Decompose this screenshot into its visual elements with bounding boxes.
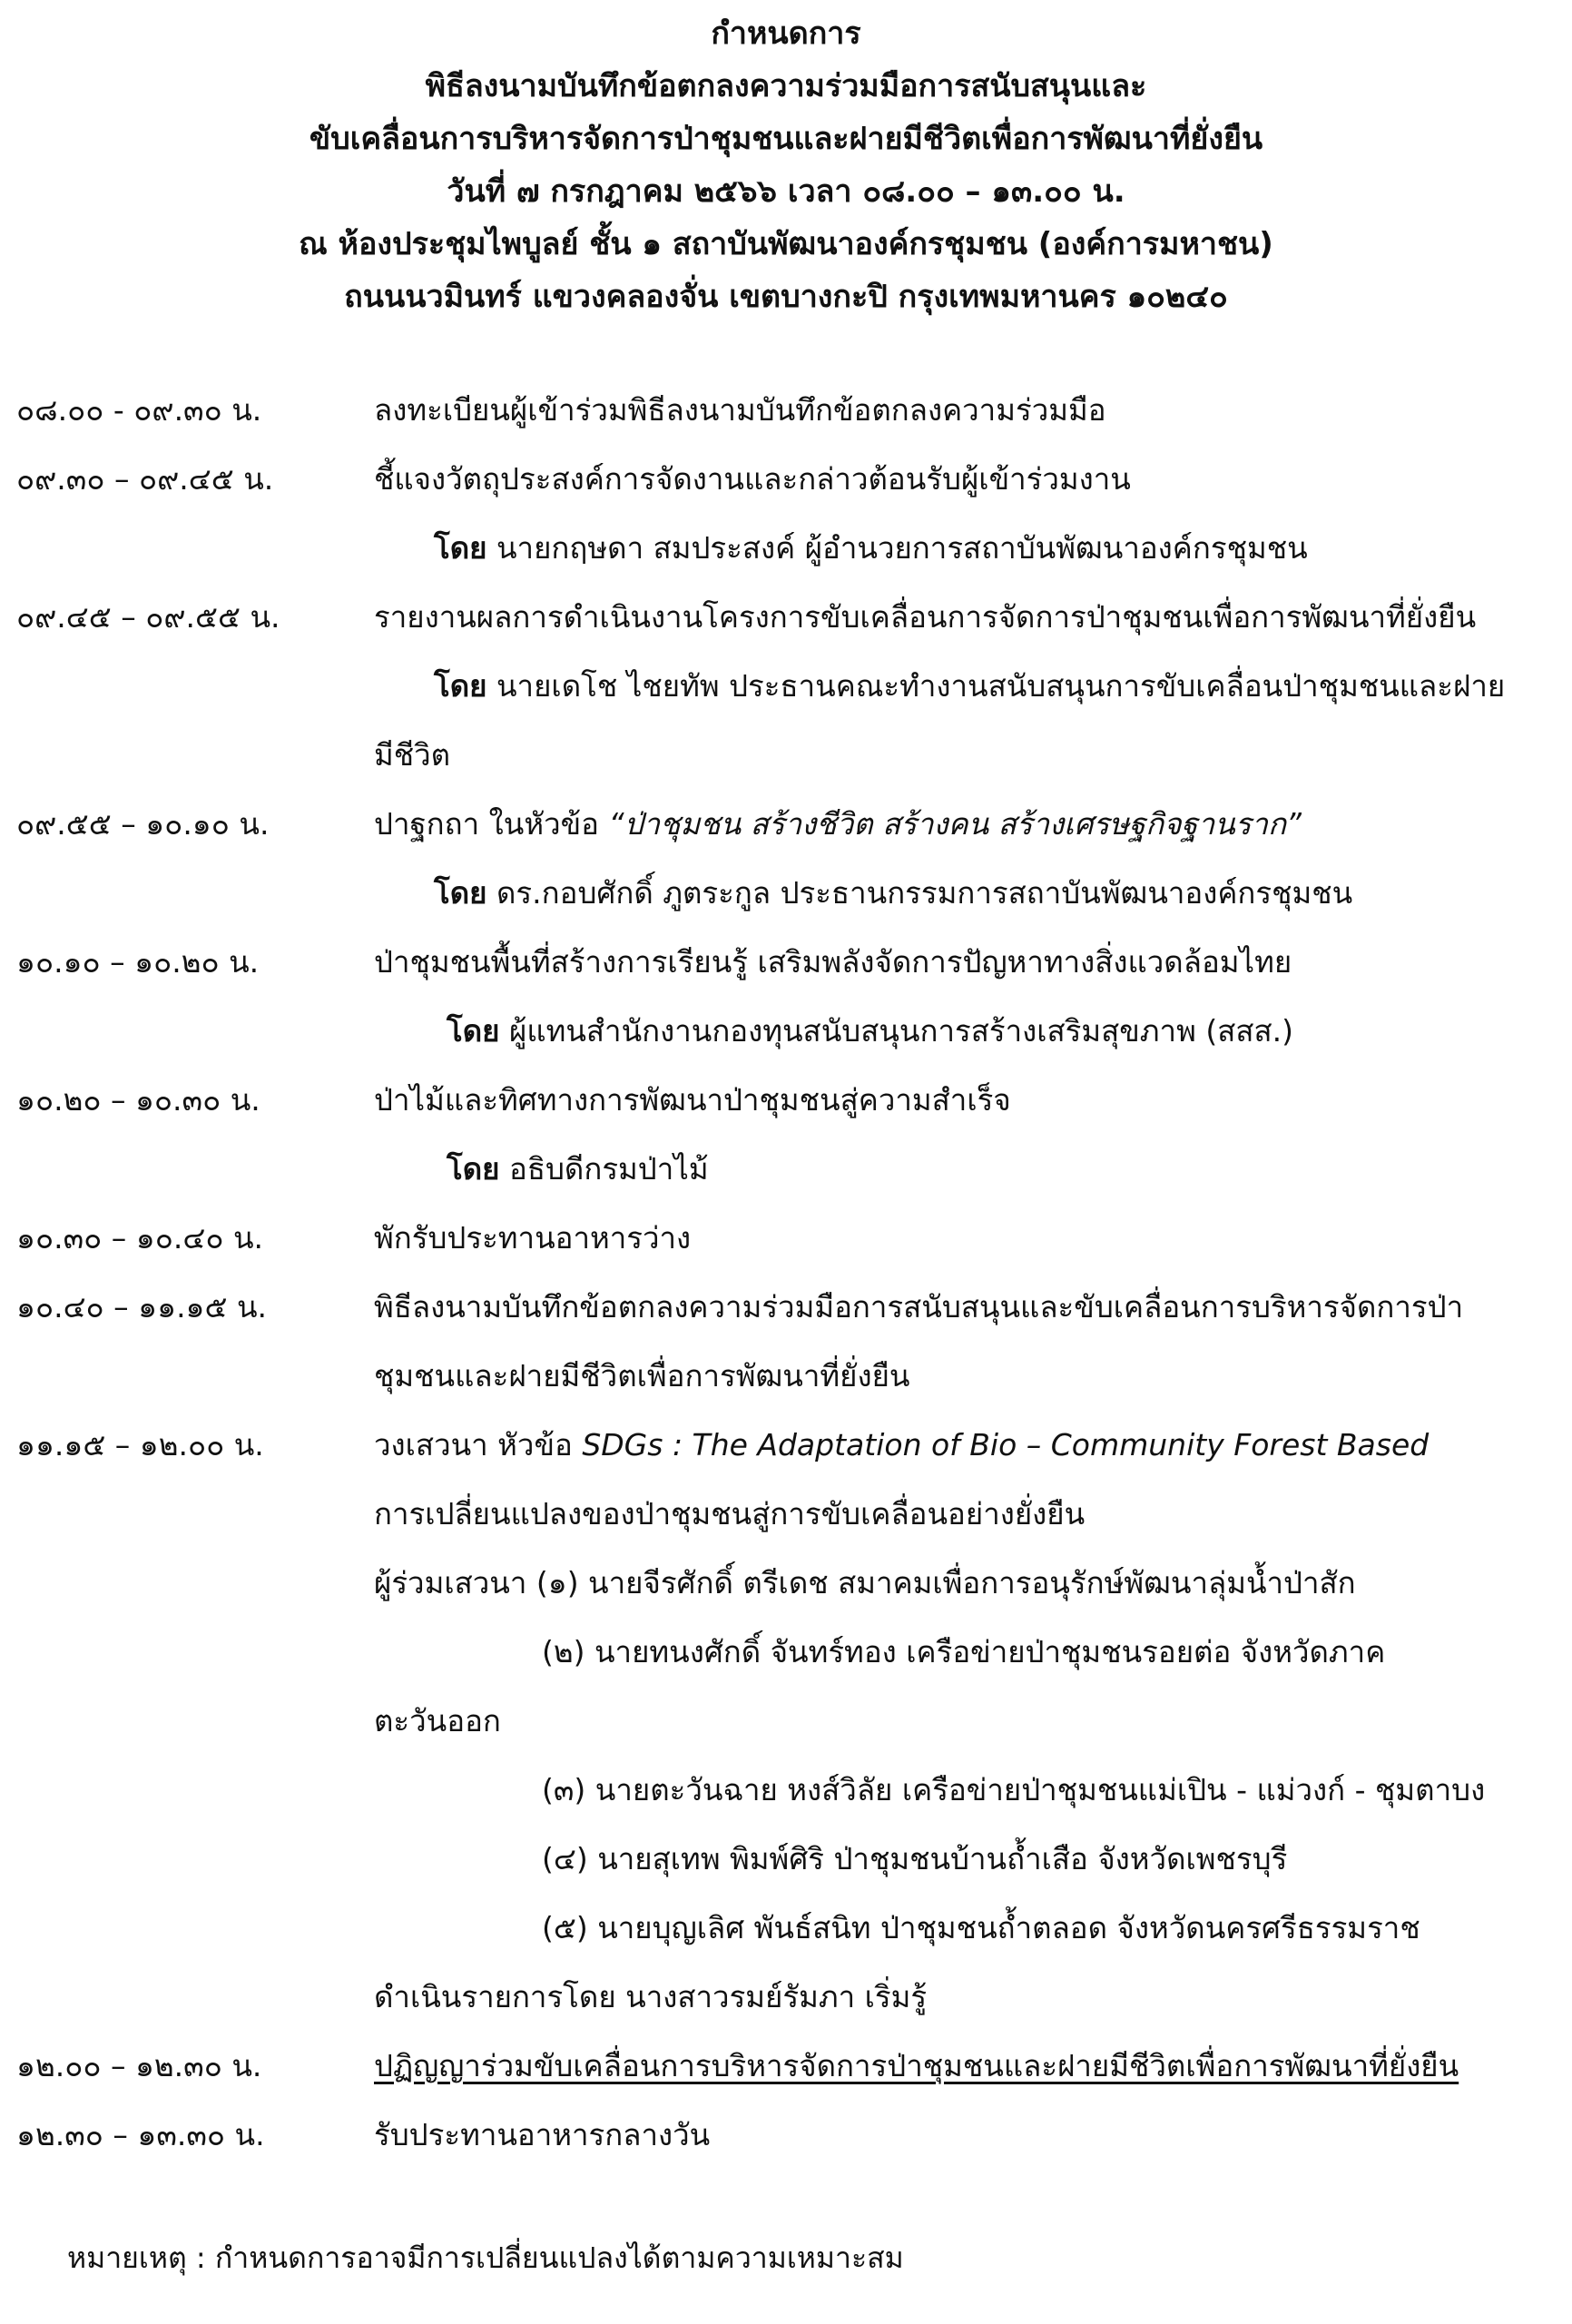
schedule-presenter [434,666,1505,706]
moderator: ดำเนินรายการโดย นางสาวรมย์รัมภา เริ่มรู้ [374,1979,928,2014]
schedule-time: ๑๐.๔๐ – ๑๑.๑๕ น. [16,1289,268,1324]
activity-prefix: วงเสวนา หัวข้อ [374,1427,583,1462]
schedule-activity: ชี้แจงวัตถุประสงค์การจัดงานและกล่าวต้อนรับผู้เข้าร่วมงาน [374,461,1131,497]
schedule-time: ๑๑.๑๕ – ๑๒.๐๐ น. [16,1427,264,1462]
schedule-activity: รายงานผลการดำเนินงานโครงการขับเคลื่อนการจัดการป่าชุมชนเพื่อการพัฒนาที่ยั่งยืน [374,599,1477,635]
presenter-name: นายกฤษดา สมประสงค์ ผู้อำนวยการสถาบันพัฒนาองค์กรชุมชน [496,530,1308,566]
by-label: โดย [434,875,487,911]
schedule-presenter [447,1011,1293,1051]
presenter-name: ดร.กอบศักดิ์ ภูตระกูล ประธานกรรมการสถาบันพัฒนาองค์กรชุมชน [496,875,1353,911]
activity-continuation: ชุมชนและฝายมีชีวิตเพื่อการพัฒนาที่ยั่งยืน [374,1358,910,1393]
schedule-time: ๑๐.๒๐ – ๑๐.๓๐ น. [16,1082,260,1118]
event-title-line-2: ขับเคลื่อนการบริหารจัดการป่าชุมชนและฝายมีชีวิตเพื่อการพัฒนาที่ยั่งยืน [309,121,1263,157]
event-title-line-1: พิธีลงนามบันทึกข้อตกลงความร่วมมือการสนับสนุนและ [425,68,1147,104]
schedule-activity [374,1425,1429,1465]
schedule-time: ๐๙.๔๕ – ๐๙.๕๕ น. [16,599,280,635]
schedule-activity: ป่าชุมชนพื้นที่สร้างการเรียนรู้ เสริมพลังจัดการปัญหาทางสิ่งแวดล้อมไทย [374,944,1292,980]
presenter-name: อธิบดีกรมป่าไม้ [509,1151,709,1187]
schedule-activity: ลงทะเบียนผู้เข้าร่วมพิธีลงนามบันทึกข้อตกลงความร่วมมือ [374,392,1106,428]
presenter-continuation: มีชีวิต [374,737,451,773]
schedule-activity: ปฏิญญาร่วมขับเคลื่อนการบริหารจัดการป่าชุมชนและฝายมีชีวิตเพื่อการพัฒนาที่ยั่งยืน [374,2048,1459,2083]
event-date-time: วันที่ ๗ กรกฎาคม ๒๕๖๖ เวลา ๐๘.๐๐ – ๑๓.๐๐ น. [447,173,1125,210]
schedule-activity: รับประทานอาหารกลางวัน [374,2117,711,2152]
panelist-1: ผู้ร่วมเสวนา (๑) นายจีรศักดิ์ ตรีเดช สมาคมเพื่อการอนุรักษ์พัฒนาลุ่มน้ำป่าสัก [374,1565,1356,1600]
by-label: โดย [434,668,487,704]
by-label: โดย [434,530,487,566]
schedule-time: ๐๙.๓๐ – ๐๙.๔๕ น. [16,461,274,497]
activity-prefix: ปาฐกถา ในหัวข้อ [374,806,609,842]
footnote: หมายเหตุ : กำหนดการอาจมีการเปลี่ยนแปลงได้ตามความเหมาะสม [67,2240,904,2275]
schedule-presenter [434,873,1352,913]
activity-continuation: การเปลี่ยนแปลงของป่าชุมชนสู่การขับเคลื่อนอย่างยั่งยืน [374,1496,1086,1531]
by-label: โดย [447,1013,500,1049]
event-venue: ณ ห้องประชุมไพบูลย์ ชั้น ๑ สถาบันพัฒนาองค์กรชุมชน (องค์การมหาชน) [299,226,1273,262]
doc-heading: กำหนดการ [711,15,861,52]
panel-topic: SDGs : The Adaptation of Bio – Community Forest Based [582,1427,1430,1462]
schedule-time: ๑๒.๐๐ – ๑๒.๓๐ น. [16,2048,262,2083]
schedule-activity: พิธีลงนามบันทึกข้อตกลงความร่วมมือการสนับสนุนและขับเคลื่อนการบริหารจัดการป่า [374,1289,1464,1324]
document-title-block [0,7,1572,323]
presenter-name: นายเดโช ไชยทัพ ประธานคณะทำงานสนับสนุนการขับเคลื่อนป่าชุมชนและฝาย [496,668,1506,704]
schedule-time: ๐๘.๐๐ - ๐๙.๓๐ น. [16,392,262,428]
schedule-activity: ป่าไม้และทิศทางการพัฒนาป่าชุมชนสู่ความสำเร็จ [374,1082,1011,1118]
by-label: โดย [447,1151,500,1187]
panelist-4: (๔) นายสุเทพ พิมพ์ศิริ ป่าชุมชนบ้านถ้ำเสือ จังหวัดเพชรบุรี [542,1841,1288,1876]
schedule-activity [374,804,1302,844]
schedule-time: ๑๐.๓๐ – ๑๐.๔๐ น. [16,1220,263,1256]
schedule-time: ๐๙.๕๕ – ๑๐.๑๐ น. [16,806,270,842]
event-address: ถนนนวมินทร์ แขวงคลองจั่น เขตบางกะปิ กรุงเทพมหานคร ๑๐๒๔๐ [344,279,1228,315]
panelist-3: (๓) นายตะวันฉาย หงส์วิลัย เครือข่ายป่าชุมชนแม่เปิน - แม่วงก์ - ชุมตาบง [542,1772,1486,1807]
schedule-activity: พักรับประทานอาหารว่าง [374,1220,692,1256]
presenter-name: ผู้แทนสำนักงานกองทุนสนับสนุนการสร้างเสริมสุขภาพ (สสส.) [509,1013,1293,1049]
schedule-presenter [434,528,1308,568]
panelist-2-continuation: ตะวันออก [374,1703,501,1738]
schedule-time: ๑๐.๑๐ – ๑๐.๒๐ น. [16,944,260,980]
schedule-presenter [447,1149,709,1189]
keynote-topic: “ป่าชุมชน สร้างชีวิต สร้างคน สร้างเศรษฐกิจฐานราก” [608,806,1302,842]
panelist-5: (๕) นายบุญเลิศ พันธ์สนิท ป่าชุมชนถ้ำตลอด จังหวัดนครศรีธรรมราช [542,1910,1420,1945]
schedule-time: ๑๒.๓๐ – ๑๓.๓๐ น. [16,2117,265,2152]
panelist-2: (๒) นายทนงศักดิ์ จันทร์ทอง เครือข่ายป่าชุมชนรอยต่อ จังหวัดภาค [542,1634,1386,1669]
